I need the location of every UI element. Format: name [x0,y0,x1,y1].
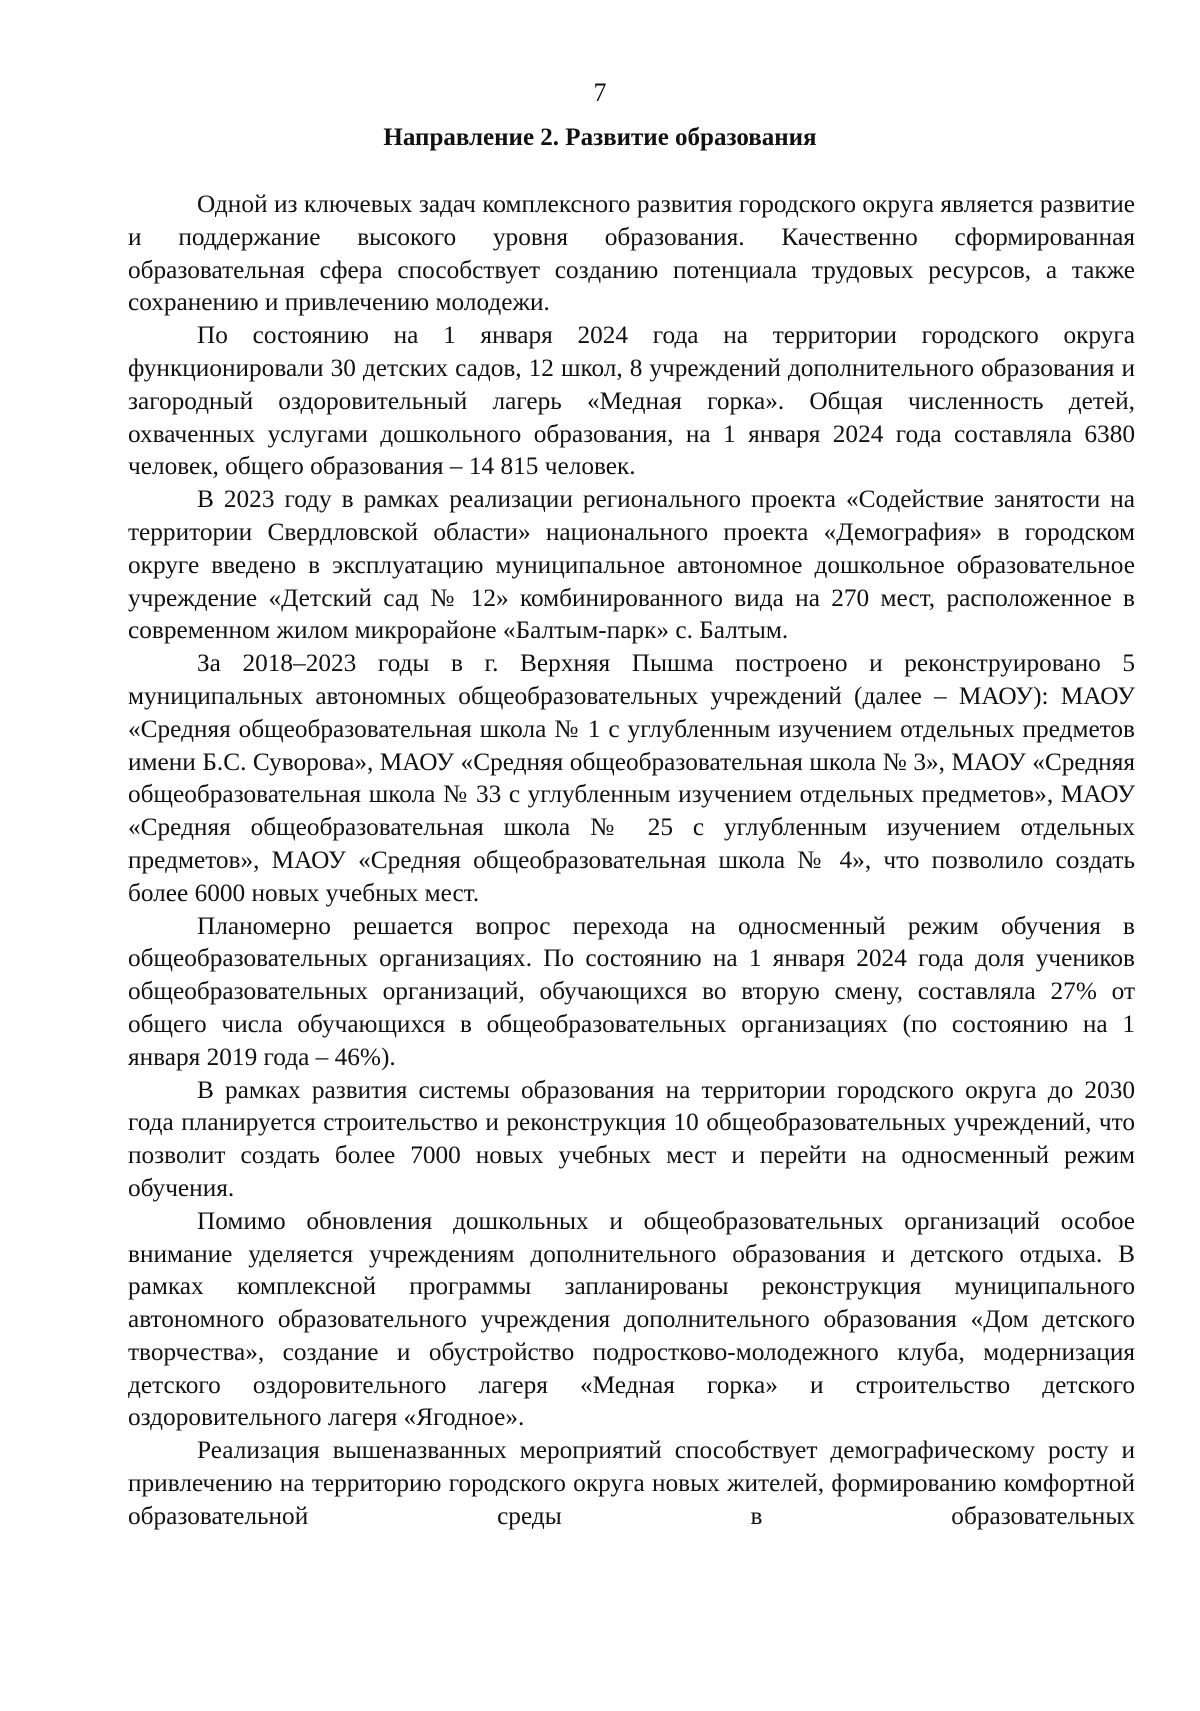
paragraph: За 2018–2023 годы в г. Верхняя Пышма построено и реконструировано 5 муниципальных автономных общеобразовательных учреждений (далее – МАОУ): МАОУ «Средняя общеобразовательная школа № 1 с углубленным изучением отдельных предметов имени Б.С. Суворова», МАОУ «Средняя общеобразовательная школа № 3», МАОУ «Средняя общеобразовательная школа № 33 с углубленным изучением отдельных предметов», МАОУ «Средняя общеобразовательная школа № 25 с углубленным изучением отдельных предметов», МАОУ «Средняя общеобразовательная школа № 4», что позволило создать более 6000 новых учебных мест. [128,649,1135,907]
body-text [128,188,1135,1533]
paragraph: В 2023 году в рамках реализации регионального проекта «Содействие занятости на территории Свердловской области» национального проекта «Демография» в городском округе введено в эксплуатацию муниципальное автономное дошкольное образовательное учреждение «Детский сад № 12» комбинированного вида на 270 мест, расположенное в современном жилом микрорайоне «Балтым-парк» с. Балтым. [128,485,1135,645]
paragraph: Помимо обновления дошкольных и общеобразовательных организаций особое внимание уделяется учреждениям дополнительного образования и детского отдыха. В рамках комплексной программы запланированы реконструкция муниципального автономного образовательного учреждения дополнительного образования «Дом детского творчества», создание и обустройство подростково-молодежного клуба, модернизация детского оздоровительного лагеря «Медная горка» и строительство детского оздоровительного лагеря «Ягодное». [128,1206,1135,1432]
paragraph: По состоянию на 1 января 2024 года на территории городского округа функционировали 30 детских садов, 12 школ, 8 учреждений дополнительного образования и загородный оздоровительный лагерь «Медная горка». Общая численность детей, охваченных услугами дошкольного образования, на 1 января 2024 года составляла 6380 человек, общего образования – 14 815 человек. [128,321,1135,481]
section-heading: Направление 2. Развитие образования [383,124,817,151]
paragraph: Планомерно решается вопрос перехода на односменный режим обучения в общеобразовательных организациях. По состоянию на 1 января 2024 года доля учеников общеобразовательных организаций, обучающихся во вторую смену, составляла 27% от общего числа обучающихся в общеобразовательных организациях (по состоянию на 1 января 2019 года – 46%). [128,911,1135,1071]
paragraph: Одной из ключевых задач комплексного развития городского округа является развитие и поддержание высокого уровня образования. Качественно сформированная образовательная сфера способствует созданию потенциала трудовых ресурсов, а также сохранению и привлечению молодежи. [128,190,1135,317]
page-number: 7 [593,78,607,107]
paragraph: В рамках развития системы образования на территории городского округа до 2030 года планируется строительство и реконструкция 10 общеобразовательных учреждений, что позволит создать более 7000 новых учебных мест и перейти на односменный режим обучения. [128,1075,1135,1202]
paragraph: Реализация вышеназванных мероприятий способствует демографическому росту и привлечению на территорию городского округа новых жителей, формированию комфортной образовательной среды в образовательных [128,1436,1135,1530]
